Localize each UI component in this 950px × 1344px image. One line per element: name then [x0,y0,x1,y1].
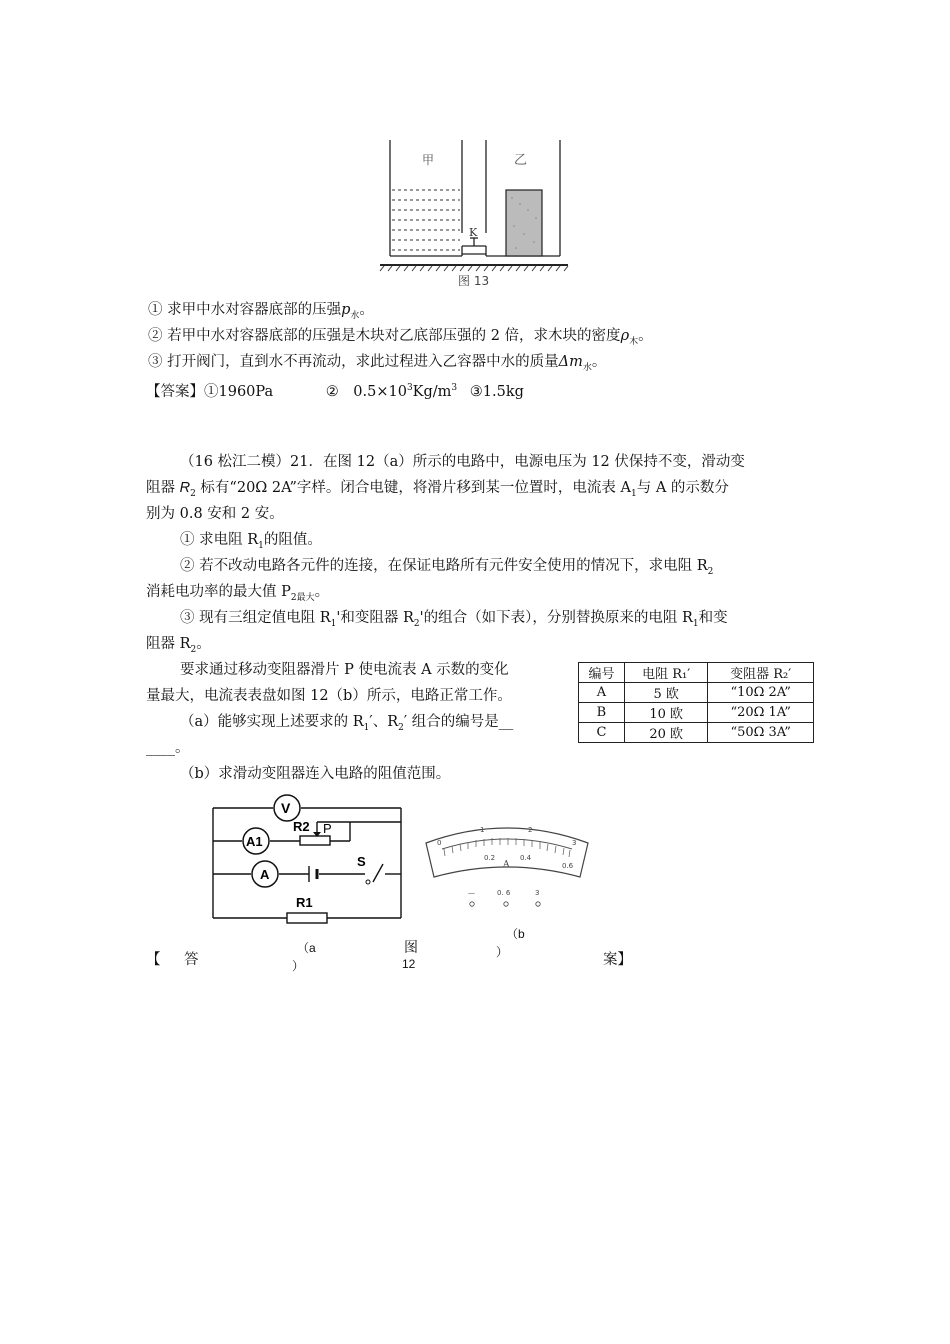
ammeter-a1-label: A1 [246,834,263,849]
terminal-label-3: 3 [535,889,540,897]
terminal-negative [470,902,474,906]
ammeter-a-label: A [260,867,270,882]
label-yi: 乙 [514,153,528,168]
rheostat-r2 [300,836,330,845]
q21-req-1: 要求通过移动变阻器滑片 P 使电流表 A 示数的变化 [180,662,509,678]
dial-bottom-2: 0.4 [520,854,532,862]
caption-b-open: （b [506,927,525,941]
resistor-r1 [287,913,327,923]
terminal-label-neg: — [468,889,475,897]
table-row: A 5 欧 “10Ω 2A” [579,683,814,703]
q21-sub-2b: 消耗电功率的最大值 $P_{2最大}$。 [146,584,330,603]
q21-req-2: 量最大，电流表表盘如图 12（b）所示，电路正常工作。 [146,688,512,704]
figure-13 [378,138,578,290]
switch-label: S [357,854,366,869]
dial-top-2: 2 [528,826,533,834]
label-valve: K [469,226,478,239]
dial-bottom-1: 0.2 [484,854,496,862]
voltmeter-label: V [281,800,291,816]
dial-top-1: 1 [480,826,485,834]
slider-label: P [323,821,332,836]
q21-sub-2: ② 若不改动电路各元件的连接，在保证电路所有元件安全使用的情况下，求电阻 $R_2$ [180,558,714,577]
figure-13-caption: 图 13 [458,274,490,288]
terminal-label-06: 0. 6 [497,889,511,897]
dial-top-0: 0 [437,839,442,847]
caption-b-close: ） [496,945,509,959]
resistor-label: R1 [296,895,313,910]
ammeter-dial [420,815,595,915]
rheostat-label: R2 [293,819,310,834]
caption-fig-num: 12 [402,957,416,971]
q21-intro-3: 别为 0.8 安和 2 安。 [146,506,284,522]
q21-sub-3b: 阻器 $R_2$。 [146,636,211,655]
prev-item-2: ② 若甲中水对容器底部的压强是木块对乙底部压强的 2 倍，求木块的密度$\rho_木$。 [148,328,653,347]
answer-bracket-mid: 答 [184,952,199,968]
prev-answer: 【答案】①1960Pa ② $0.5\times 10^3Kg/m^3$ ③1.5kg [146,383,524,400]
q21-part-a: （a）能够实现上述要求的 $R_1'$、$R_2'$ 组合的编号是__ [180,714,514,733]
answer-bracket-left: 【 [146,952,161,968]
caption-a-close: ） [292,959,305,973]
q21-intro-1: （16 松江二模）21．在图 12（a）所示的电路中，电源电压为 12 伏保持不变，滑动变 [180,454,745,470]
terminal-3 [536,902,540,906]
table-row: B 10 欧 “20Ω 1A” [579,703,814,723]
prev-item-3: ③ 打开阀门，直到水不再流动，求此过程进入乙容器中水的质量$\Delta m_水$。 [148,354,607,373]
dial-top-3: 3 [572,839,577,847]
circuit-diagram [205,792,410,927]
q21-sub-3: ③ 现有三组定值电阻 $R_1'$和变阻器 $R_2'$的组合（如下表），分别替换原来的电阻 $R_1$和变 [180,610,728,629]
wood-block [506,190,542,256]
terminal-06 [504,902,508,906]
caption-fig: 图 [404,940,418,956]
label-jia: 甲 [422,153,435,167]
dial-bottom-3: 0.6 [562,862,574,870]
q21-intro-2: 阻器 $R_2$ 标有“20Ω 2A”字样。闭合电键，将滑片移到某一位置时，电流表 $A_1$与 A 的示数分 [146,480,729,499]
caption-a-open: （a [297,941,316,955]
combination-table [578,662,814,743]
prev-item-1: ① 求甲中水对容器底部的压强$p_水$。 [148,302,374,321]
q21-part-a-2: ____。 [146,740,190,756]
answer-bracket-right: 案】 [603,952,632,968]
q21-sub-1: ① 求电阻 $R_1$的阻值。 [180,532,322,551]
table-header-row: 编号 电阻 R₁′ 变阻器 R₂′ [579,663,814,683]
q21-part-b: （b）求滑动变阻器连入电路的阻值范围。 [180,766,451,782]
table-row: C 20 欧 “50Ω 3A” [579,723,814,743]
dial-unit: A [503,860,510,870]
